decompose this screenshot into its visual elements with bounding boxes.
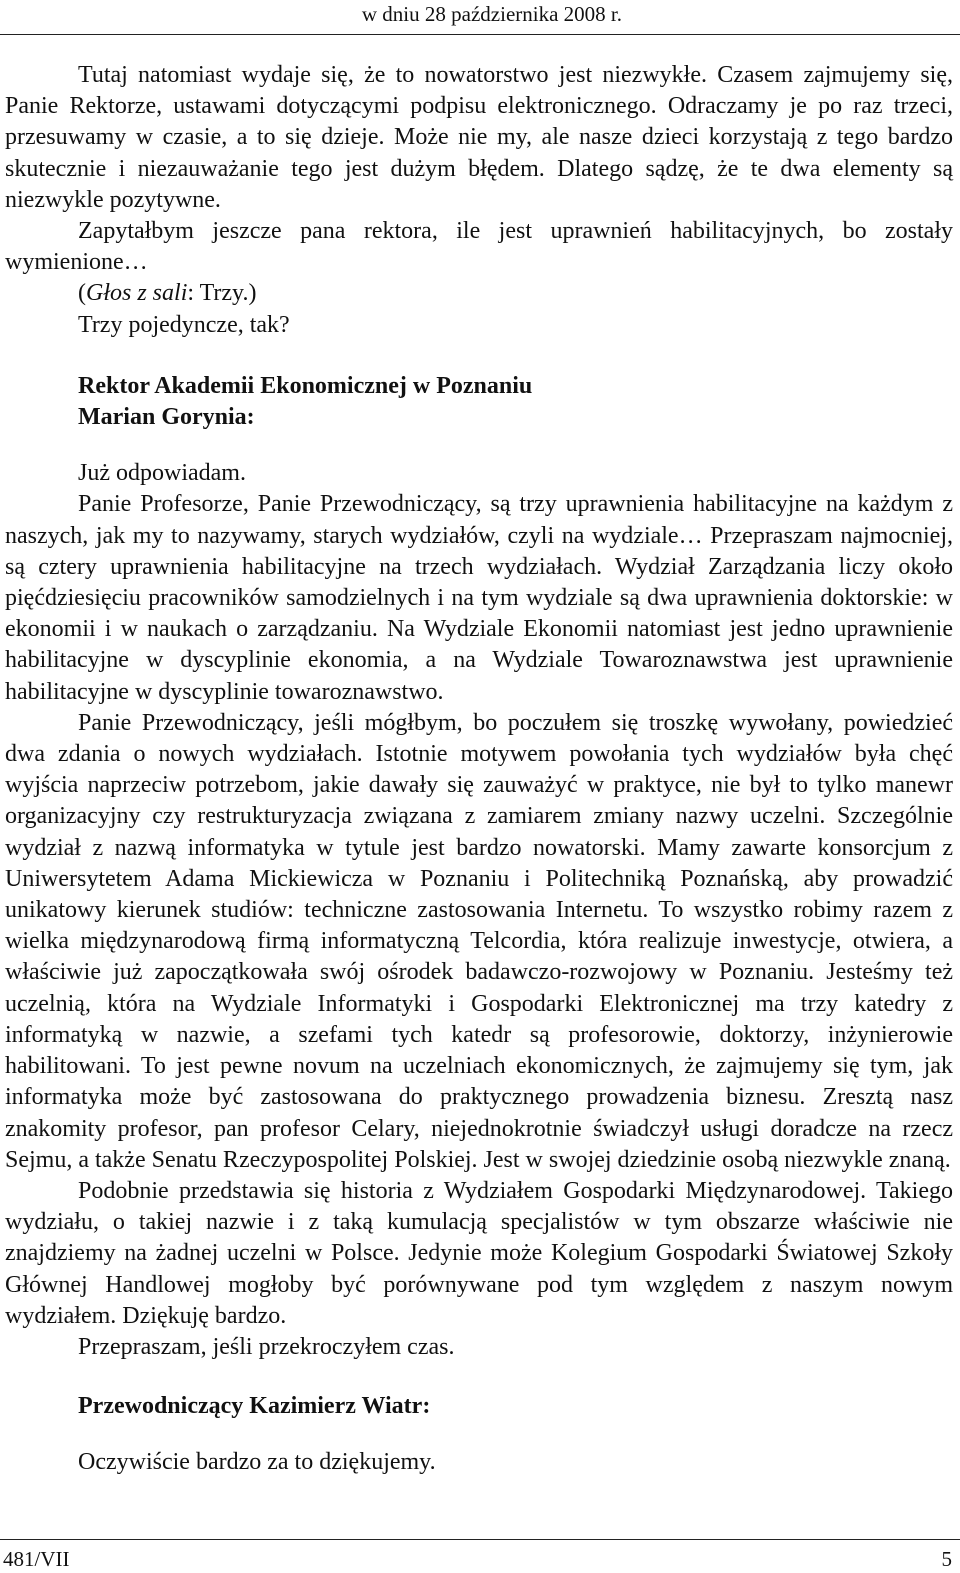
paragraph-7: Podobnie przedstawia się historia z Wydziałem Gospodarki Międzynarodowej. Takiego wydziału, o takiej nazwie i z taką kumulacją specjalistów w tym obszarze właściwie nie znajdziemy na żadnej uczelni w Polsce. Jedynie może Kolegium Gospodarki Światowej Szkoły Głównej Handlowej mogłoby być porównywane pod tym względem z naszym nowym wydziałem. Dziękuję bardzo. [5, 1177, 953, 1329]
document-number: 481/VII [3, 1547, 70, 1571]
page-number: 5 [941, 1547, 952, 1571]
page-header [0, 0, 960, 35]
speaker-heading-2: Przewodniczący Kazimierz Wiatr: [78, 1393, 431, 1420]
speaker-heading-1 [5, 371, 953, 433]
paragraph-1: Tutaj natomiast wydaje się, że to nowatorstwo jest niezwykłe. Czasem zajmujemy się, Panie Rektorze, ustawami dotyczącymi podpisu elektronicznego. Odraczamy je po raz trzeci, przesuwamy w czasie, a to się dzieje. Może nie my, ale nasze dzieci korzystają z tego bardzo skutecznie i niezauważanie tego jest dużym błędem. Dlatego sądzę, że te dwa elementy są niezwykle pozytywne. [5, 62, 953, 213]
paragraph-6: Panie Przewodniczący, jeśli mógłbym, bo poczułem się troszkę wywołany, powiedzieć dwa zdania o nowych wydziałach. Istotnie motywem powołania tych wydziałów była chęć wyjścia naprzeciw potrzebom, jakie dawały się zauważyć w praktyce, nie był to tylko manewr organizacyjny czy restrukturyzacja związana z zamiarem zmiany nazwy uczelni. Szczególnie wydział z nazwą informatyka w tytule jest bardzo nowatorski. Mamy zawarte konsorcjum z Uniwersytetem Adama Mickiewicza w Poznaniu i Politechniką Poznańską, aby prowadzić unikatowy kierunek studiów: techniczne zastosowania Internetu. To wszystko robimy razem z wielka międzynarodową firmą informatyczną Telcordia, która realizuje inwestycje, otwiera, a właściwie już zapoczątkowała swój ośrodek badawczo-rozwojowy w Poznaniu. Jesteśmy też uczelnią, która na Wydziale Informatyki i Gospodarki Elektronicznej ma trzy katedry z informatyką w nazwie, a szefami tych katedr są profesorowie, doktorzy, inżynierowie habilitowani. To jest pewne novum na uczelniach ekonomicznych, że zajmujemy się tym, jak informatyka może być zastosowana do praktycznego prowadzenia biznesu. Zresztą nasz znakomity profesor, pan profesor Celary, niejednokrotnie świadczył usługi doradcze na rzecz Sejmu, a także Senatu Rzeczypospolitej Polskiej. Jest w swojej dziedzinie osobą niezwykle znaną. [5, 709, 953, 1173]
paragraph-2: Zapytałbym jeszcze pana rektora, ile jest uprawnień habilitacyjnych, bo zostały wymienione… [5, 218, 953, 276]
interjection-speaker: Głos z sali [86, 280, 188, 307]
speaker-1-name: Marian Gorynia: [78, 404, 255, 431]
interjection-open: ( [78, 280, 86, 307]
interjection-text: : Trzy.) [187, 280, 257, 307]
paragraph-5: Panie Profesorze, Panie Przewodniczący, są trzy uprawnienia habilitacyjne na każdym z naszych, jak my to nazywamy, starych wydziałów, czyli na wydziale… Przepraszam najmocniej, są cztery uprawnienia habilitacyjne na trzech wydziałach. Wydział Zarządzania liczy około pięćdziesięciu pracowników samodzielnych i na tym wydziale są dwa uprawnienia doktorskie: w ekonomii i w naukach o zarządzaniu. Na Wydziale Ekonomii natomiast jest jedno uprawnienie habilitacyjne w dyscyplinie ekonomia, a na Wydziale Towaroznawstwa jest uprawnienie habilitacyjne w dyscyplinie towaroznawstwo. [5, 491, 953, 705]
paragraph-3: Trzy pojedyncze, tak? [78, 311, 290, 338]
page-footer [0, 1539, 960, 1573]
speaker-1-title: Rektor Akademii Ekonomicznej w Poznaniu [78, 372, 533, 399]
transcript-body [5, 60, 953, 1479]
paragraph-8: Przepraszam, jeśli przekroczyłem czas. [78, 1333, 455, 1360]
paragraph-4: Już odpowiadam. [78, 460, 246, 487]
session-date: w dniu 28 października 2008 r. [361, 2, 622, 26]
interjection [5, 278, 953, 309]
paragraph-9: Oczywiście bardzo za to dziękujemy. [78, 1449, 436, 1476]
